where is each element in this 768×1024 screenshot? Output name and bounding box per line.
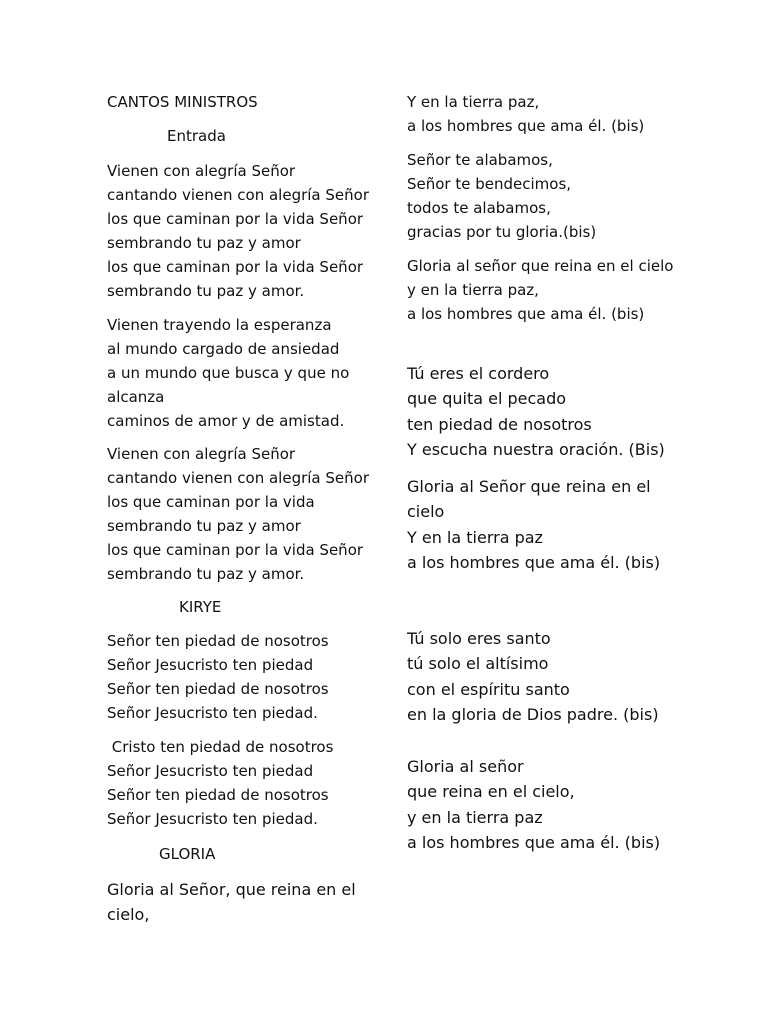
lyric-line: Tú eres el cordero <box>407 364 550 383</box>
lyric-line: Y en la tierra paz <box>407 527 543 547</box>
stanza-entrada-2 <box>107 313 349 433</box>
lyric-line: y en la tierra paz <box>407 807 543 827</box>
lyric-line: cantando vienen con alegría Señor <box>107 186 369 204</box>
stanza-right-6 <box>407 626 659 728</box>
lyric-line: Vienen con alegría Señor <box>107 445 296 463</box>
lyric-line: que reina en el cielo, <box>407 782 575 802</box>
lyric-line: Señor ten piedad de nosotros <box>107 632 329 650</box>
stanza-right-2 <box>407 148 596 244</box>
stanza-gloria-1 <box>107 877 356 928</box>
lyric-line: Señor Jesucristo ten piedad. <box>107 810 318 828</box>
lyric-line: en la gloria de Dios padre. (bis) <box>407 705 659 725</box>
lyric-line: los que caminan por la vida Señor <box>107 258 364 276</box>
lyric-line: los que caminan por la vida <box>107 493 315 511</box>
stanza-entrada-3 <box>107 442 369 586</box>
lyric-line: Señor Jesucristo ten piedad <box>107 656 314 674</box>
lyric-line: todos te alabamos, <box>407 199 551 217</box>
lyric-line: cielo, <box>107 905 150 925</box>
lyric-line: Señor ten piedad de nosotros <box>107 680 329 698</box>
lyric-line: sembrando tu paz y amor. <box>107 282 305 300</box>
lyric-line: Y en la tierra paz, <box>407 93 540 111</box>
lyric-line: Tú solo eres santo <box>407 629 551 648</box>
lyric-line: Señor ten piedad de nosotros <box>107 786 329 804</box>
lyric-line: los que caminan por la vida Señor <box>107 210 364 228</box>
lyric-line: Vienen trayendo la esperanza <box>107 316 332 334</box>
lyric-line: ten piedad de nosotros <box>407 414 592 434</box>
lyric-line: Señor te bendecimos, <box>407 175 572 193</box>
lyric-line: a los hombres que ama él. (bis) <box>407 305 645 323</box>
lyric-line: Señor Jesucristo ten piedad <box>107 762 314 780</box>
section-heading-kirye: KIRYE <box>179 598 222 616</box>
lyric-line: sembrando tu paz y amor <box>107 234 301 252</box>
lyric-line: cielo <box>407 502 445 522</box>
stanza-right-1 <box>407 90 644 138</box>
stanza-entrada-1 <box>107 159 369 303</box>
lyric-line: cantando vienen con alegría Señor <box>107 469 369 487</box>
lyric-line: Vienen con alegría Señor <box>107 162 296 180</box>
lyric-line: los que caminan por la vida Señor <box>107 541 364 559</box>
lyric-line: Gloria al señor <box>407 757 524 776</box>
lyric-line: Gloria al señor que reina en el cielo <box>407 257 674 275</box>
lyric-line: Gloria al Señor, que reina en el <box>107 880 356 899</box>
lyric-line: gracias por tu gloria.(bis) <box>407 223 597 241</box>
lyric-line: Señor Jesucristo ten piedad. <box>107 704 318 722</box>
lyric-line: con el espíritu santo <box>407 679 570 699</box>
lyric-line: a los hombres que ama él. (bis) <box>407 553 661 573</box>
lyric-line: que quita el pecado <box>407 389 567 409</box>
lyric-line: sembrando tu paz y amor <box>107 517 301 535</box>
lyric-line: al mundo cargado de ansiedad <box>107 340 340 358</box>
section-heading-gloria: GLORIA <box>159 845 216 863</box>
lyric-line: a un mundo que busca y que no <box>107 364 350 382</box>
lyric-line: caminos de amor y de amistad. <box>107 412 345 430</box>
lyric-line: alcanza <box>107 388 165 406</box>
lyric-line: Gloria al Señor que reina en el <box>407 477 651 496</box>
lyric-line: a los hombres que ama él. (bis) <box>407 833 661 853</box>
lyric-line: sembrando tu paz y amor. <box>107 565 305 583</box>
section-heading-entrada: Entrada <box>167 127 226 145</box>
stanza-kirye-1 <box>107 629 329 725</box>
lyric-line: Cristo ten piedad de nosotros <box>107 738 334 756</box>
lyric-line: Señor te alabamos, <box>407 151 553 169</box>
lyric-line: Y escucha nuestra oración. (Bis) <box>407 440 665 460</box>
lyric-line: a los hombres que ama él. (bis) <box>407 117 645 135</box>
stanza-right-3 <box>407 254 673 326</box>
stanza-right-5 <box>407 474 660 576</box>
stanza-right-7 <box>407 754 660 856</box>
stanza-kirye-2 <box>107 735 333 831</box>
lyric-line: y en la tierra paz, <box>407 281 539 299</box>
document-title: CANTOS MINISTROS <box>107 93 258 111</box>
stanza-right-4 <box>407 361 665 463</box>
lyric-line: tú solo el altísimo <box>407 654 549 674</box>
